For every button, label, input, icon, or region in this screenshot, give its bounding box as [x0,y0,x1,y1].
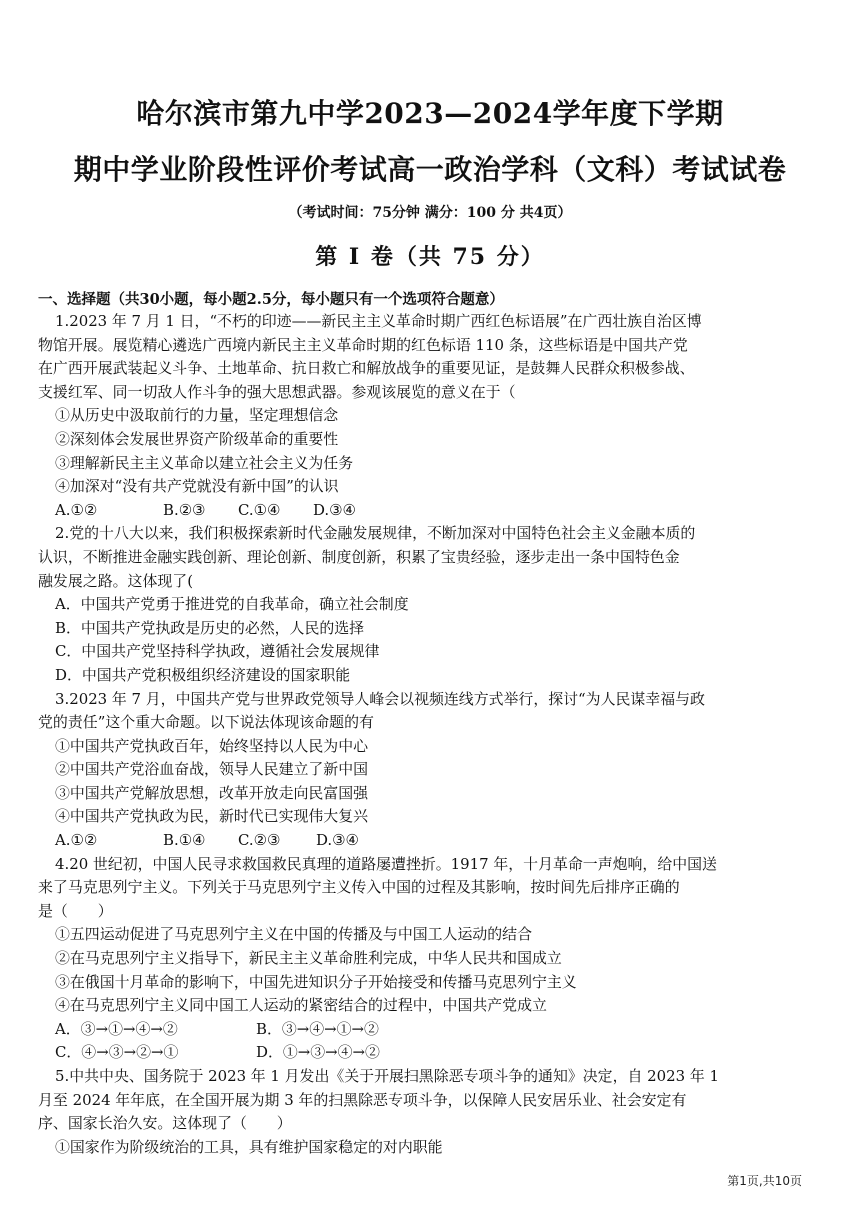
q3-option-a: A.①② [55,831,98,850]
q5-choice-1: ①国家作为阶级统治的工具，具有维护国家稳定的对内职能 [55,1137,443,1156]
q4-options-row2 [0,1041,860,1065]
q1-stem-line: 支援红军、同一切敌人作斗争的强大思想武器。参观该展览的意义在于（ [38,382,516,401]
q3-stem-line: 党的责任”这个重大命题。以下说法体现该命题的有 [38,713,374,732]
q3-option-b: B.①④ [163,831,206,850]
q1-choice-3: ③理解新民主主义革命以建立社会主义为任务 [55,453,354,472]
q2-option-d: D．中国共产党积极组织经济建设的国家职能 [55,665,351,684]
q3-choice-2: ②中国共产党浴血奋战，领导人民建立了新中国 [55,760,369,779]
q4-option-c: C．④→③→②→① [55,1043,179,1062]
q1-stem-line: 1.2023 年 7 月 1 日，“不朽的印迹——新民主主义革命时期广西红色标语展”在广西壮族自治区博 [55,312,702,330]
q1-choice-2: ②深刻体会发展世界资产阶级革命的重要性 [55,429,339,448]
q4-options-row1 [0,1018,860,1042]
q1-options [0,499,860,523]
q1-stem-line: 物馆开展。展览精心遴选广西境内新民主主义革命时期的红色标语 110 条，这些标语是中国共产党 [38,335,688,354]
q3-choice-4: ④中国共产党执政为民，新时代已实现伟大复兴 [55,807,369,826]
q1-option-d: D.③④ [313,500,356,519]
questions-body [0,310,860,1159]
q3-options [0,829,860,853]
page-number: 第1页,共10页 [727,1174,802,1188]
exam-title-line2: 期中学业阶段性评价考试高一政治学科（文科）考试试卷 [73,153,787,186]
q2-stem-line: 2.党的十八大以来，我们积极探索新时代金融发展规律，不断加深对中国特色社会主义金融本质的 [55,524,696,543]
q2-option-c: C．中国共产党坚持科学执政，遵循社会发展规律 [55,642,380,661]
q5-stem-line: 序、国家长治久安。这体现了（ ） [38,1114,292,1133]
q2-option-a: A．中国共产党勇于推进党的自我革命，确立社会制度 [55,595,409,614]
q3-option-c: C.②③ [238,831,281,850]
q2-stem-line: 融发展之路。这体现了( [38,571,194,590]
exam-title-line1: 哈尔滨市第九中学2023—2024学年度下学期 [136,97,724,130]
q1-choice-4: ④加深对“没有共产党就没有新中国”的认识 [55,477,339,496]
section-heading: 一、选择题（共30小题，每小题2.5分，每小题只有一个选项符合题意） [38,291,504,308]
q1-stem-line: 在广西开展武装起义斗争、土地革命、抗日救亡和解放战争的重要见证，是鼓舞人民群众积极参战、 [38,359,695,378]
q4-choice-1: ①五四运动促进了马克思列宁主义在中国的传播及与中国工人运动的结合 [55,925,532,944]
q2-option-b: B．中国共产党执政是历史的必然，人民的选择 [55,618,365,637]
q4-choice-4: ④在马克思列宁主义同中国工人运动的紧密结合的过程中，中国共产党成立 [55,996,547,1015]
q4-stem-line: 来了马克思列宁主义。下列关于马克思列宁主义传入中国的过程及其影响，按时间先后排序正确的 [38,878,680,897]
q5-stem-line: 5.中共中央、国务院于 2023 年 1 月发出《关于开展扫黑除恶专项斗争的通知》决定，自 2023 年 1 [55,1067,719,1085]
q4-choice-3: ③在俄国十月革命的影响下，中国先进知识分子开始接受和传播马克思列宁主义 [55,972,577,991]
q1-option-c: C.①④ [238,500,281,519]
q4-stem-line: 是（ ） [38,901,113,920]
q4-option-a: A．③→①→④→② [55,1019,178,1038]
exam-info: （考试时间：75分钟 满分：100 分 共4页） [288,205,572,221]
q4-option-b: B．③→④→①→② [256,1019,379,1038]
q1-option-a: A.①② [55,500,98,519]
q3-option-d: D.③④ [316,831,359,850]
q1-choice-1: ①从历史中汲取前行的力量，坚定理想信念 [55,406,339,425]
q4-choice-2: ②在马克思列宁主义指导下，新民主主义革命胜利完成，中华人民共和国成立 [55,949,562,968]
q2-stem-line: 认识，不断推进金融实践创新、理论创新、制度创新，积累了宝贵经验，逐步走出一条中国特色金 [38,547,680,566]
q1-option-b: B.②③ [163,500,206,519]
q3-stem-line: 3.2023 年 7 月，中国共产党与世界政党领导人峰会以视频连线方式举行，探讨“为人民谋幸福与政 [55,689,705,708]
q3-choice-3: ③中国共产党解放思想，改革开放走向民富国强 [55,783,369,802]
q3-choice-1: ①中国共产党执政百年，始终坚持以人民为中心 [55,736,369,755]
q4-stem-line: 4.20 世纪初，中国人民寻求救国救民真理的道路屡遭挫折。1917 年，十月革命一声炮响，给中国送 [55,854,717,873]
q4-option-d: D．①→③→④→② [256,1043,380,1062]
q5-stem-line: 月至 2024 年年底，在全国开展为期 3 年的扫黑除恶专项斗争，以保障人民安居乐业、社会安定有 [38,1090,687,1109]
volume-heading: 第 I 卷（共 75 分） [315,244,545,270]
